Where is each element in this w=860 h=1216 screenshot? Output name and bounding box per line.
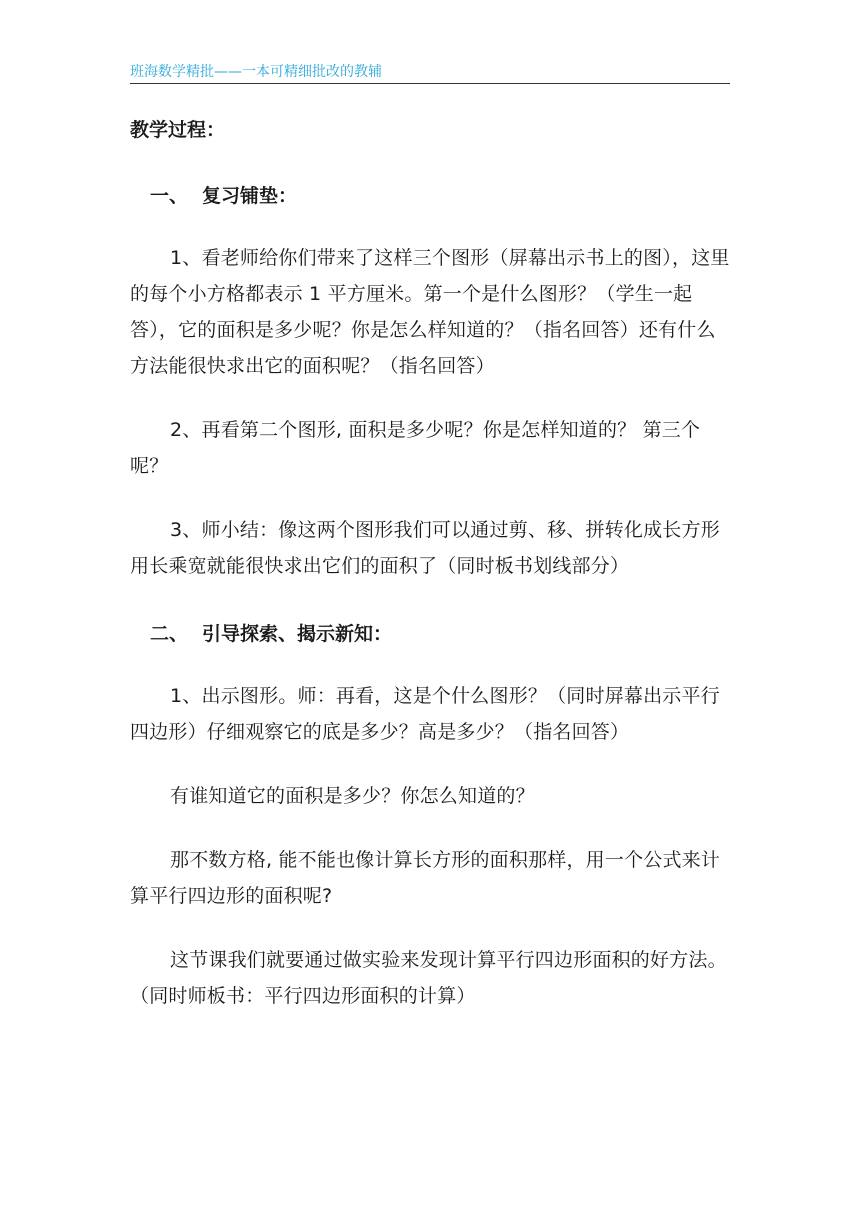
paragraph: 有谁知道它的面积是多少？你怎么知道的？	[170, 785, 535, 807]
section-title: 复习铺垫：	[202, 185, 298, 207]
section-number: 二、	[150, 623, 189, 645]
section-number: 一、	[150, 185, 189, 207]
paragraph: 3、师小结：像这两个图形我们可以通过剪、移、拼转化成长方形用长乘宽就能很快求出它们的面积了（同时板书划线部分）	[130, 519, 720, 577]
paragraph: 1、看老师给你们带来了这样三个图形（屏幕出示书上的图），这里的每个小方格都表示 1 平方厘米。第一个是什么图形？（学生一起答），它的面积是多少呢？你是怎么样知道的？（指名回答）还有什么方法能很快求出它的面积呢？（指名回答）	[130, 247, 730, 377]
paragraph: 1、出示图形。师：再看，这是个什么图形？（同时屏幕出示平行四边形）仔细观察它的底是多少？高是多少？（指名回答）	[130, 685, 720, 743]
document-body	[130, 116, 730, 1014]
section-heading-1	[130, 182, 730, 210]
section-title: 引导探索、揭示新知：	[202, 623, 393, 645]
paragraph: 2、再看第二个图形, 面积是多少呢？你是怎样知道的？ 第三个呢？	[130, 419, 701, 477]
paragraph: 这节课我们就要通过做实验来发现计算平行四边形面积的好方法。（同时师板书：平行四边形面积的计算）	[130, 949, 727, 1007]
running-header: 班海数学精批——一本可精细批改的教辅	[130, 64, 382, 80]
page-heading: 教学过程：	[130, 119, 226, 141]
paragraph: 那不数方格, 能不能也像计算长方形的面积那样，用一个公式来计算平行四边形的面积呢?	[130, 849, 721, 907]
header-divider	[130, 83, 730, 84]
section-heading-2	[130, 620, 730, 648]
